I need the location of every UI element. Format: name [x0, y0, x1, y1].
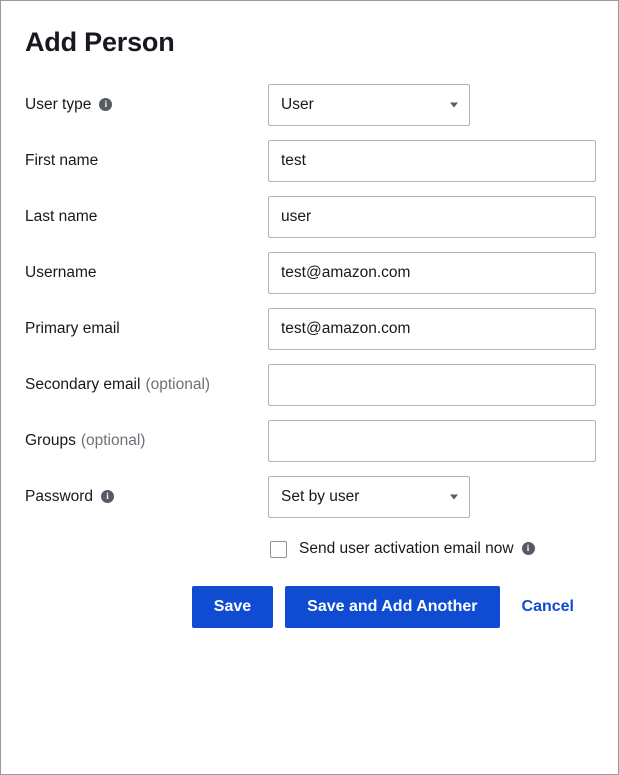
first-name-input[interactable] — [268, 140, 596, 182]
form-row-user-type — [23, 84, 596, 126]
info-icon[interactable]: i — [522, 542, 535, 555]
label-username — [23, 264, 268, 282]
label-password — [23, 488, 268, 506]
field-secondary-email — [268, 364, 596, 406]
field-primary-email — [268, 308, 596, 350]
password-select[interactable] — [268, 476, 470, 518]
save-and-add-another-button[interactable]: Save and Add Another — [285, 586, 499, 628]
label-text: User type — [25, 96, 92, 113]
label-first-name — [23, 152, 268, 170]
label-last-name — [23, 208, 268, 226]
label-optional: (optional) — [145, 376, 211, 393]
label-primary-email — [23, 320, 268, 338]
send-activation-email-label: Send user activation email now — [299, 540, 514, 557]
form-row-primary-email — [23, 308, 596, 350]
send-activation-email-checkbox[interactable] — [270, 541, 287, 558]
label-text: First name — [25, 152, 99, 169]
field-password — [268, 476, 596, 518]
user-type-select-value[interactable]: User — [268, 84, 470, 126]
label-text: Secondary email — [25, 376, 141, 393]
cancel-button[interactable]: Cancel — [500, 598, 584, 616]
field-last-name — [268, 196, 596, 238]
secondary-email-input[interactable] — [268, 364, 596, 406]
field-first-name — [268, 140, 596, 182]
last-name-input[interactable] — [268, 196, 596, 238]
form-row-secondary-email — [23, 364, 596, 406]
form-row-first-name — [23, 140, 596, 182]
label-text: Password — [25, 488, 94, 505]
field-groups — [268, 420, 596, 462]
user-type-select[interactable] — [268, 84, 470, 126]
form-row-password — [23, 476, 596, 518]
label-optional: (optional) — [80, 432, 146, 449]
field-username — [268, 252, 596, 294]
form-row-username — [23, 252, 596, 294]
save-button[interactable]: Save — [192, 586, 273, 628]
label-text: Username — [25, 264, 97, 281]
page-title: Add Person — [25, 27, 175, 57]
password-select-value[interactable]: Set by user — [268, 476, 470, 518]
form-actions — [23, 586, 596, 628]
activation-email-row — [23, 540, 596, 558]
groups-input[interactable] — [268, 420, 596, 462]
field-user-type — [268, 84, 596, 126]
label-groups — [23, 432, 268, 450]
label-user-type — [23, 96, 268, 114]
label-text: Groups — [25, 432, 76, 449]
form-row-last-name — [23, 196, 596, 238]
info-icon[interactable]: i — [101, 490, 114, 503]
label-secondary-email — [23, 376, 268, 394]
username-input[interactable] — [268, 252, 596, 294]
form-row-groups — [23, 420, 596, 462]
info-icon[interactable]: i — [99, 98, 112, 111]
label-text: Last name — [25, 208, 98, 225]
label-text: Primary email — [25, 320, 120, 337]
primary-email-input[interactable] — [268, 308, 596, 350]
